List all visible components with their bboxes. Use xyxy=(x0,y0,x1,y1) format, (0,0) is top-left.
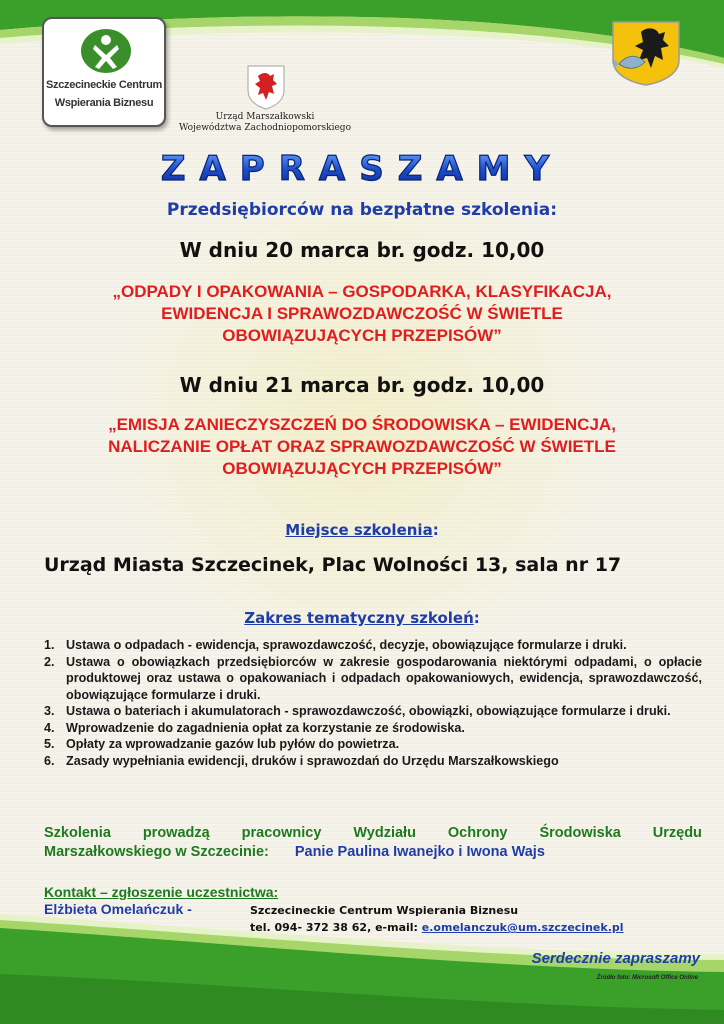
session2-title xyxy=(0,414,724,480)
topic-text: Opłaty za wprowadzanie gazów lub pyłów do powietrza. xyxy=(66,737,400,751)
topic-text: Zasady wypełniania ewidencji, druków i sprawozdań do Urzędu Marszałkowskiego xyxy=(66,753,559,768)
contact-phone: tel. 094- 372 38 62, e-mail: xyxy=(250,921,422,934)
session1-title-line2: EWIDENCJA I SPRAWOZDAWCZOŚĆ W ŚWIETLE xyxy=(161,304,563,323)
contact-person: Elżbieta Omelańczuk - xyxy=(44,901,192,917)
photo-credit: Źródło foto: Microsoft Office Online xyxy=(596,975,698,981)
marshal-office-text xyxy=(170,112,360,134)
topics-list xyxy=(44,637,702,769)
topic-number: 4. xyxy=(44,720,55,735)
topic-number: 6. xyxy=(44,753,55,768)
list-item xyxy=(44,736,702,753)
topic-number: 2. xyxy=(44,654,55,669)
griffin-crest-icon xyxy=(246,64,286,110)
scwb-logo xyxy=(42,17,166,127)
scwb-logo-line2: Wspierania Biznesu xyxy=(54,97,154,109)
trainers-word: prowadzą xyxy=(142,825,210,841)
session2-title-line1: „EMISJA ZANIECZYSZCZEŃ DO ŚRODOWISKA – EWIDENCJA, xyxy=(108,415,616,434)
trainers-word: Ochrony xyxy=(447,825,508,841)
trainers-info xyxy=(44,824,702,862)
topic-number: 1. xyxy=(44,638,55,652)
contact-phone-email xyxy=(250,921,624,934)
list-item xyxy=(44,637,702,654)
audience-line: Przedsiębiorców na bezpłatne szkolenia: xyxy=(166,200,558,220)
trainers-word: Środowiska xyxy=(539,825,621,841)
session1-date: W dniu 20 marca br. godz. 10,00 xyxy=(179,238,545,262)
trainers-line2 xyxy=(44,843,702,862)
contact-label: Kontakt – zgłoszenie uczestnictwa: xyxy=(44,884,279,900)
trainers-word: pracownicy xyxy=(241,825,322,841)
topic-number: 3. xyxy=(44,704,55,718)
topic-text: Ustawa o odpadach - ewidencja, sprawozdawczość, decyzje, obowiązujące formularze i druki. xyxy=(66,638,627,652)
session1-title xyxy=(0,281,724,347)
session2-date: W dniu 21 marca br. godz. 10,00 xyxy=(179,373,545,397)
marshal-office-line1: Urząd Marszałkowski xyxy=(215,112,315,122)
contact-organization: Szczecineckie Centrum Wspierania Biznesu xyxy=(250,904,519,917)
marshal-office-line2: Województwa Zachodniopomorskiego xyxy=(179,123,351,133)
topic-text: Wprowadzenie do zagadnienia opłat za korzystanie ze środowiska. xyxy=(66,720,465,735)
list-item xyxy=(44,654,702,704)
scwb-logo-mark-icon xyxy=(81,29,131,73)
place-label: Miejsce szkolenia: xyxy=(285,521,439,539)
scope-label: Zakres tematyczny szkoleń: xyxy=(244,609,480,627)
scwb-logo-line1: Szczecineckie Centrum xyxy=(46,79,162,91)
trainers-word: Wydziału xyxy=(353,825,416,841)
session1-title-line1: „ODPADY I OPAKOWANIA – GOSPODARKA, KLASYFIKACJA, xyxy=(112,282,612,301)
topic-text: Ustawa o obowiązkach przedsiębiorców w zakresie gospodarowania niektórymi odpadami, o opłacie produktowej oraz ustawa o opakowaniach i odpadach opakowaniowych, ewidencja, sprawozdawczość, obowiązujące formularze i druki. xyxy=(66,654,702,702)
place-label-text: Miejsce szkolenia xyxy=(285,521,433,539)
topic-number: 5. xyxy=(44,737,55,751)
headline xyxy=(0,146,724,190)
trainers-office: Marszałkowskiego w Szczecinie: xyxy=(44,844,269,860)
session2-title-line2: NALICZANIE OPŁAT ORAZ SPRAWOZDAWCZOŚĆ W ŚWIETLE xyxy=(108,437,616,456)
trainers-word: Urzędu xyxy=(652,825,702,841)
scope-label-text: Zakres tematyczny szkoleń xyxy=(244,609,474,627)
session1-title-line3: OBOWIĄZUJĄCYCH PRZEPISÓW” xyxy=(222,326,502,345)
topic-text: Ustawa o bateriach i akumulatorach - sprawozdawczość, obowiązki, obowiązujące formularze i druki. xyxy=(66,704,671,718)
griffin-fish-crest-icon xyxy=(611,20,681,86)
session2-title-line3: OBOWIĄZUJĄCYCH PRZEPISÓW” xyxy=(222,459,502,478)
trainers-word: Szkolenia xyxy=(44,825,111,841)
trainer-names: Panie Paulina Iwanejko i Iwona Wajs xyxy=(294,844,545,860)
list-item xyxy=(44,703,702,720)
closing-text: Serdecznie zapraszamy xyxy=(531,950,700,967)
headline-text: ZAPRASZAMY xyxy=(160,149,564,189)
trainers-line1 xyxy=(44,824,702,843)
place-address: Urząd Miasta Szczecinek, Plac Wolności 13, sala nr 17 xyxy=(44,554,622,576)
contact-email-link[interactable]: e.omelanczuk@um.szczecinek.pl xyxy=(421,921,624,934)
list-item xyxy=(44,753,702,770)
list-item xyxy=(44,720,702,737)
